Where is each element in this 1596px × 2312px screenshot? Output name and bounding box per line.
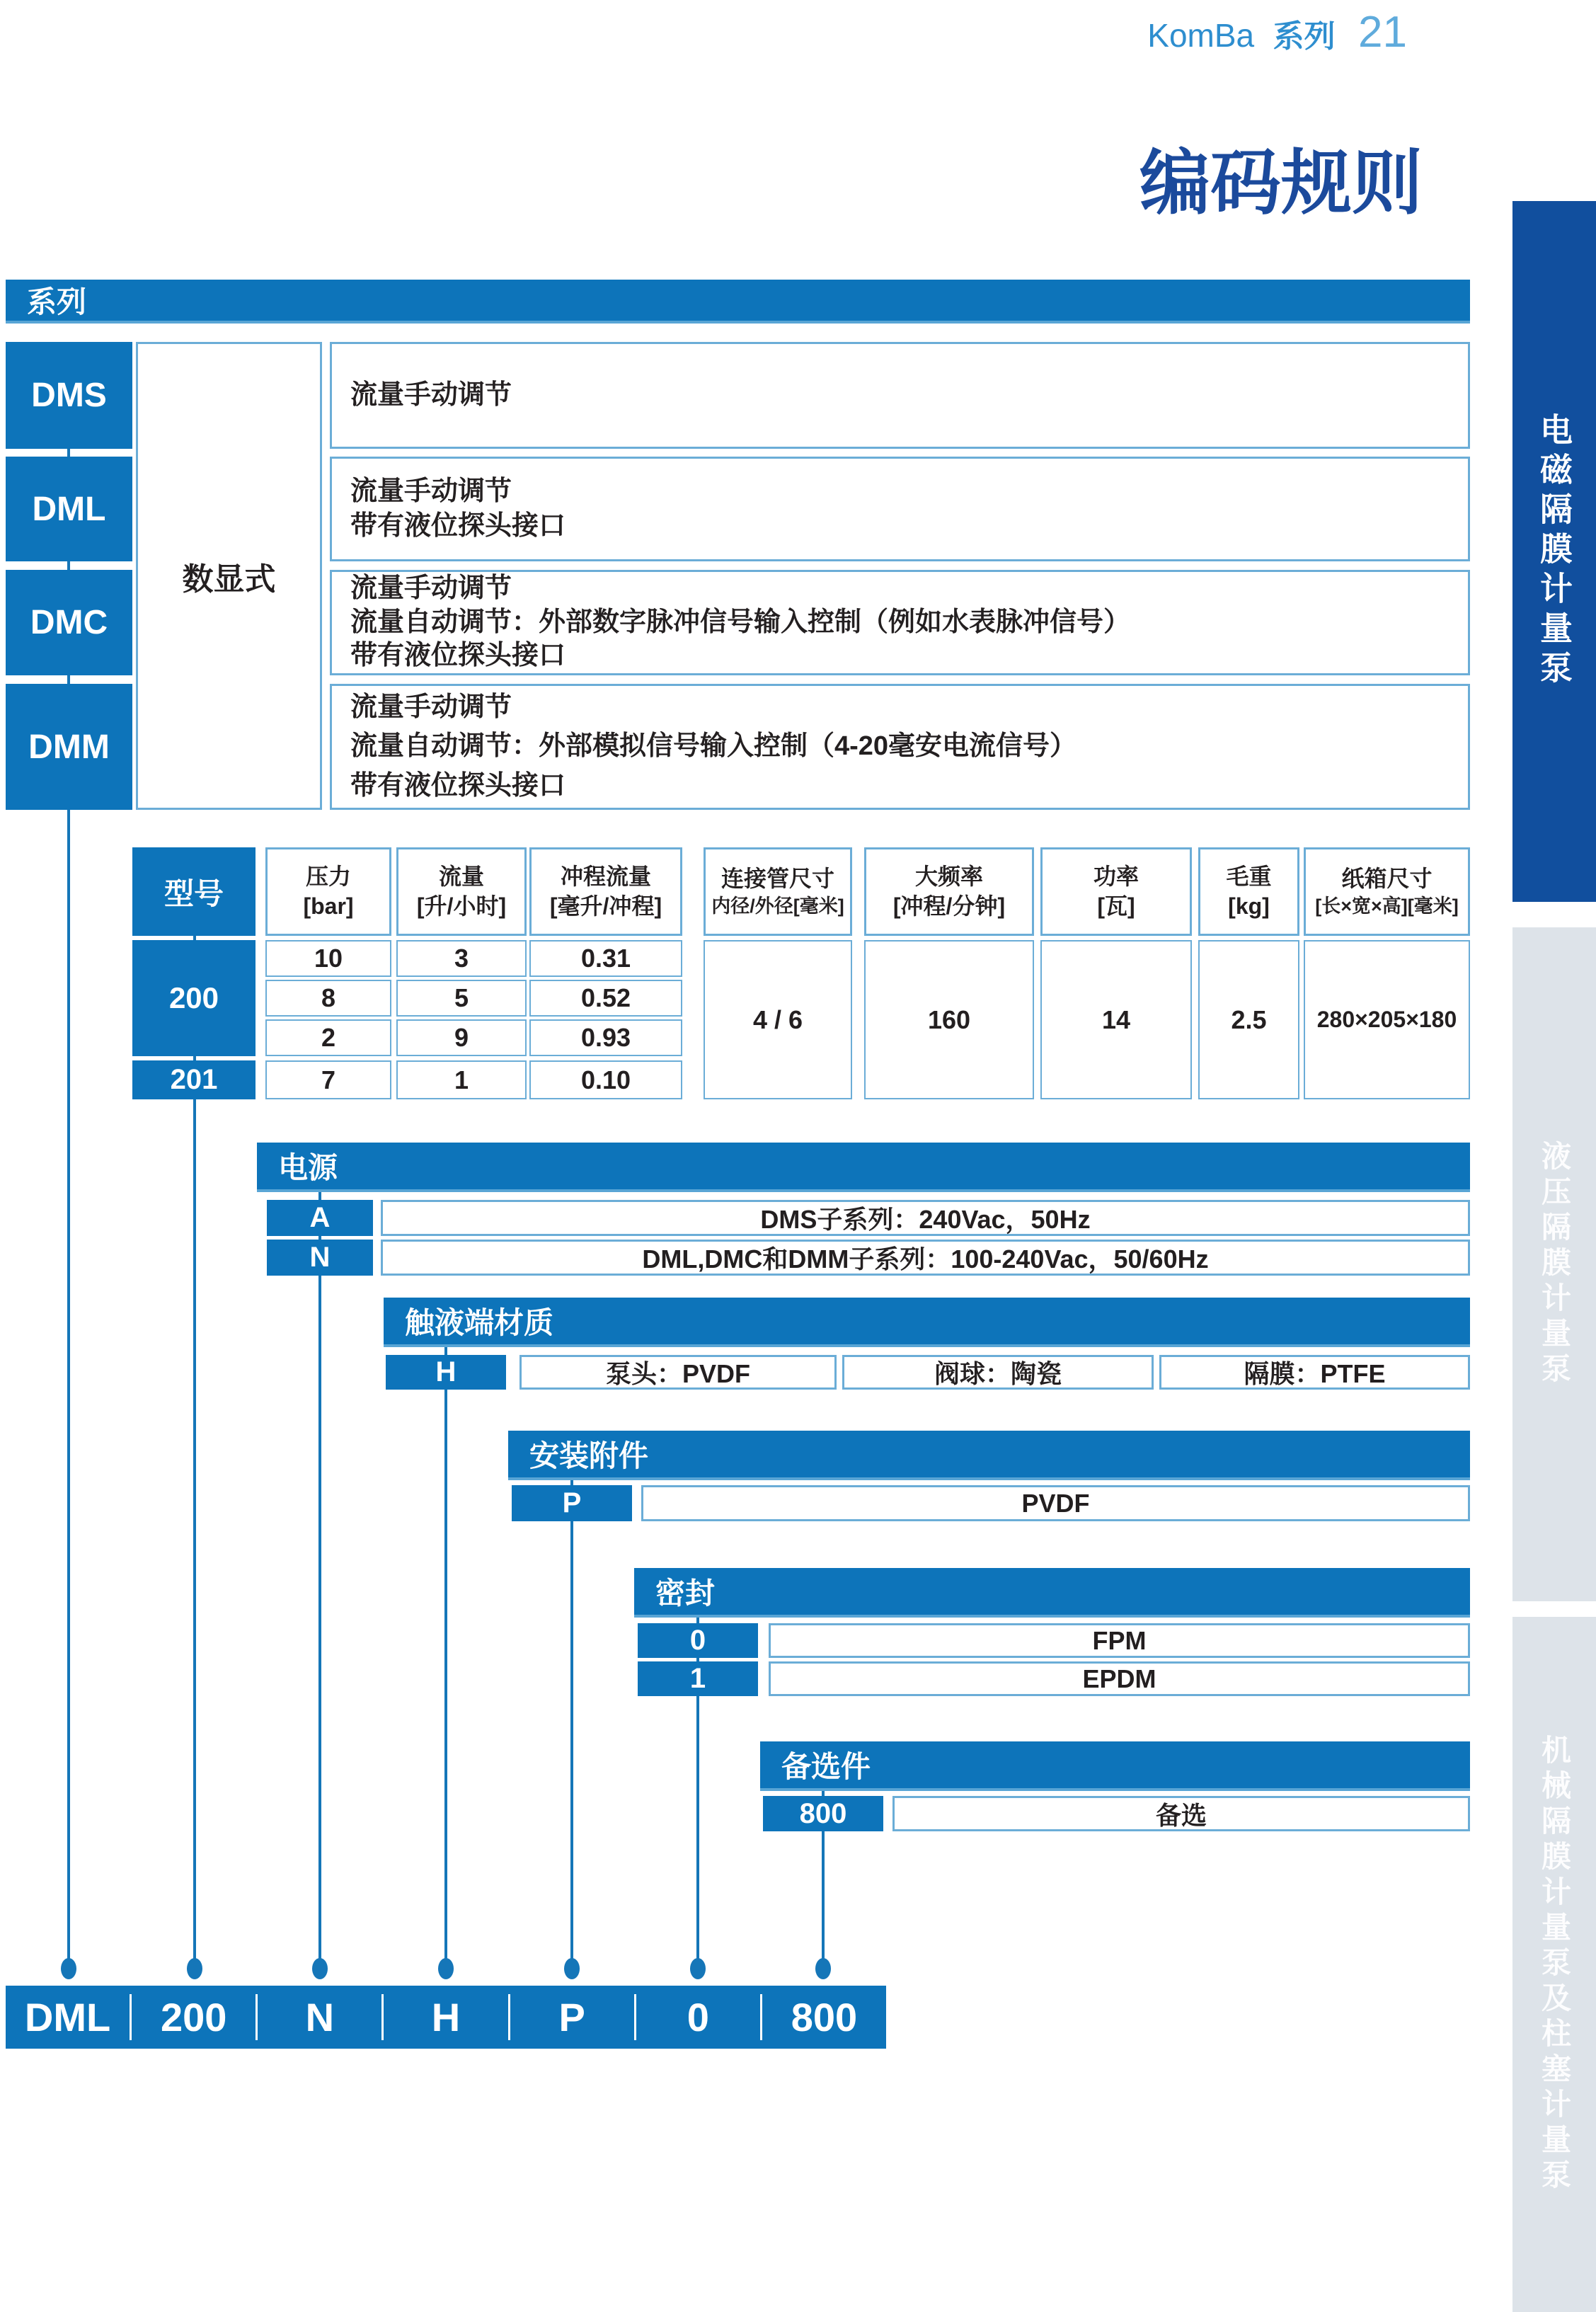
model-200-cell[interactable] bbox=[132, 940, 256, 1056]
col-header-line1: 毛重 bbox=[1226, 863, 1272, 889]
table-cell-flow bbox=[396, 1060, 527, 1099]
col-header-flow bbox=[396, 847, 527, 936]
col-header-line2: [长×宽×高][毫米] bbox=[1315, 895, 1459, 917]
cell-value: 1 bbox=[454, 1065, 469, 1094]
col-header-line2: [bar] bbox=[303, 893, 354, 919]
series-code-dmc-label: DMC bbox=[30, 604, 108, 641]
cell-value: 2 bbox=[321, 1023, 336, 1052]
desc-line: 流量手动调节 bbox=[350, 692, 512, 723]
page-title: 编码规则 bbox=[1139, 144, 1423, 223]
series-code-dms[interactable] bbox=[6, 342, 132, 449]
desc-line: 带有液位探头接口 bbox=[350, 641, 566, 671]
code-segment-optional bbox=[762, 1986, 886, 2049]
code-segment-series bbox=[6, 1986, 130, 2049]
wetted-value-ball bbox=[842, 1355, 1154, 1390]
desc-line: 带有液位探头接口 bbox=[350, 511, 566, 541]
seal-header-label: 密封 bbox=[655, 1576, 716, 1610]
seal-code-0-label: 0 bbox=[689, 1625, 706, 1656]
mounting-value-text: PVDF bbox=[1021, 1488, 1090, 1518]
cell-value: 7 bbox=[321, 1065, 336, 1094]
table-cell-flow bbox=[396, 1019, 527, 1056]
seal-code-1[interactable] bbox=[638, 1661, 758, 1696]
optional-code-800-label: 800 bbox=[799, 1797, 847, 1829]
wetted-value-diaphragm bbox=[1159, 1355, 1470, 1390]
connector-power bbox=[318, 1189, 321, 1969]
power-code-a-label: A bbox=[309, 1202, 331, 1233]
table-cell-pressure bbox=[265, 1060, 391, 1099]
cell-value: 3 bbox=[454, 944, 469, 973]
code-segment-label: H bbox=[431, 1995, 461, 2039]
col-header-stroke bbox=[529, 847, 682, 936]
order-code-bar bbox=[6, 1986, 886, 2049]
col-header-carton bbox=[1304, 847, 1470, 936]
series-desc-dml bbox=[330, 457, 1470, 561]
series-code-dmc[interactable] bbox=[6, 570, 132, 675]
cell-value: 10 bbox=[314, 944, 343, 973]
mounting-code-p[interactable] bbox=[512, 1485, 632, 1521]
wetted-value-head-text: 泵头：PVDF bbox=[605, 1359, 750, 1388]
table-cell-stroke bbox=[529, 1019, 682, 1056]
seal-header-bar bbox=[634, 1568, 1470, 1618]
sidebar-tab-hydraulic-label: 液压隔膜计量泵 bbox=[1538, 1140, 1571, 1388]
sidebar-tab-active[interactable] bbox=[1512, 201, 1596, 902]
series-code-dmm-label: DMM bbox=[28, 728, 110, 766]
model-header-cell bbox=[132, 847, 256, 936]
connector-mounting bbox=[570, 1477, 573, 1969]
code-segment-label: N bbox=[305, 1995, 335, 2039]
col-header-weight bbox=[1198, 847, 1299, 936]
power-value-a bbox=[381, 1200, 1470, 1236]
seal-code-0[interactable] bbox=[638, 1623, 758, 1658]
cell-value: 9 bbox=[454, 1023, 469, 1052]
col-header-line2: [冲程/分钟] bbox=[892, 893, 1006, 919]
wetted-value-head bbox=[519, 1355, 837, 1390]
power-code-a[interactable] bbox=[267, 1200, 373, 1236]
brand-name: KomBa bbox=[1147, 17, 1255, 54]
wetted-code-h[interactable] bbox=[386, 1355, 506, 1390]
desc-line: 带有液位探头接口 bbox=[350, 770, 566, 801]
cell-value: 0.31 bbox=[580, 944, 631, 973]
desc-line: 流量手动调节 bbox=[350, 573, 512, 604]
seal-value-fpm-text: FPM bbox=[1092, 1625, 1147, 1655]
col-header-line1: 纸箱尺寸 bbox=[1341, 866, 1433, 892]
series-desc-dmc bbox=[330, 570, 1470, 675]
code-segment-label: DML bbox=[24, 1995, 111, 2039]
sidebar-tab-mechanical-label: 机械隔膜计量泵及柱塞计量泵 bbox=[1538, 1734, 1571, 2194]
cell-value: 0.93 bbox=[580, 1023, 631, 1052]
table-cell-flow bbox=[396, 940, 527, 977]
code-segment-label: 200 bbox=[160, 1995, 227, 2039]
page-header bbox=[0, 7, 1407, 57]
power-code-n[interactable] bbox=[267, 1240, 373, 1276]
series-code-dmm[interactable] bbox=[6, 684, 132, 810]
display-type-label: 数显式 bbox=[182, 561, 276, 597]
optional-value-text: 备选 bbox=[1155, 1800, 1207, 1830]
connector-dot bbox=[690, 1958, 706, 1979]
cell-value: 8 bbox=[321, 983, 336, 1012]
col-header-line2: [升/小时] bbox=[416, 893, 507, 919]
connector-wetted bbox=[444, 1344, 447, 1969]
col-header-line2: [kg] bbox=[1228, 893, 1270, 919]
power-value-n-text: DML,DMC和DMM子系列：100-240Vac，50/60Hz bbox=[642, 1244, 1209, 1274]
wetted-value-ball-text: 阀球：陶瓷 bbox=[934, 1359, 1062, 1388]
col-header-line1: 流量 bbox=[438, 863, 484, 889]
model-header-label: 型号 bbox=[163, 876, 224, 910]
code-segment-wetted bbox=[384, 1986, 507, 2049]
table-cell-pressure bbox=[265, 1019, 391, 1056]
code-segment-mounting bbox=[510, 1986, 634, 2049]
power-code-n-label: N bbox=[309, 1242, 331, 1273]
sidebar-tab-hydraulic[interactable] bbox=[1512, 927, 1596, 1601]
cell-value: 2.5 bbox=[1231, 1005, 1267, 1034]
connector-dot bbox=[187, 1958, 202, 1979]
col-header-pipe bbox=[704, 847, 852, 936]
series-code-dms-label: DMS bbox=[31, 377, 107, 414]
optional-header-bar bbox=[760, 1741, 1470, 1791]
connector-dot bbox=[815, 1958, 831, 1979]
code-segment-label: 800 bbox=[791, 1995, 858, 2039]
display-type-box bbox=[136, 342, 322, 810]
series-desc-dmm bbox=[330, 684, 1470, 810]
series-desc-dms bbox=[330, 342, 1470, 449]
col-header-line2: [毫升/冲程] bbox=[549, 893, 662, 919]
power-header-bar bbox=[257, 1143, 1470, 1192]
wetted-value-diaphragm-text: 隔膜：PTFE bbox=[1244, 1359, 1386, 1388]
table-cell-pressure bbox=[265, 980, 391, 1017]
table-cell-pressure bbox=[265, 940, 391, 977]
table-cell-stroke bbox=[529, 940, 682, 977]
code-segment-model bbox=[132, 1986, 256, 2049]
seal-value-epdm bbox=[769, 1661, 1470, 1696]
optional-header-label: 备选件 bbox=[781, 1750, 871, 1783]
model-201-cell[interactable] bbox=[132, 1060, 256, 1099]
cell-value: 0.10 bbox=[580, 1065, 631, 1094]
wetted-header-label: 触液端材质 bbox=[405, 1306, 554, 1339]
cell-value: 0.52 bbox=[580, 983, 631, 1012]
cell-value: 4 / 6 bbox=[752, 1005, 803, 1034]
col-header-power bbox=[1040, 847, 1192, 936]
desc-line: 流量手动调节 bbox=[350, 379, 512, 410]
col-header-line1: 压力 bbox=[305, 863, 351, 889]
series-code-dml-label: DML bbox=[32, 490, 106, 528]
page-number: 21 bbox=[1358, 8, 1407, 57]
mounting-code-p-label: P bbox=[562, 1487, 582, 1518]
mounting-value bbox=[641, 1485, 1470, 1521]
optional-code-800[interactable] bbox=[763, 1796, 883, 1831]
col-header-line1: 连接管尺寸 bbox=[721, 866, 834, 892]
power-value-a-text: DMS子系列：240Vac，50Hz bbox=[760, 1205, 1091, 1234]
seal-value-fpm bbox=[769, 1623, 1470, 1658]
model-200-label: 200 bbox=[168, 981, 219, 1014]
col-header-line2: [瓦] bbox=[1097, 893, 1135, 919]
code-segment-seal bbox=[636, 1986, 760, 2049]
cell-value: 5 bbox=[454, 983, 469, 1012]
table-cell-frequency-shared bbox=[864, 940, 1034, 1099]
col-header-pressure bbox=[265, 847, 391, 936]
col-header-line1: 大频率 bbox=[914, 863, 983, 889]
connector-dot bbox=[438, 1958, 454, 1979]
table-cell-weight-shared bbox=[1198, 940, 1299, 1099]
table-cell-flow bbox=[396, 980, 527, 1017]
connector-dot bbox=[61, 1958, 76, 1979]
cell-value: 14 bbox=[1101, 1005, 1131, 1034]
table-cell-pipe-shared bbox=[704, 940, 852, 1099]
desc-line: 流量手动调节 bbox=[350, 476, 512, 506]
col-header-line2: 内径/外径[毫米] bbox=[711, 895, 844, 917]
connector-dot bbox=[564, 1958, 580, 1979]
sidebar-tab-active-label: 电磁隔膜计量泵 bbox=[1536, 413, 1573, 690]
col-header-line1: 功率 bbox=[1093, 863, 1139, 889]
code-segment-label: P bbox=[558, 1995, 585, 2039]
brand-series-label: 系列 bbox=[1273, 19, 1336, 54]
desc-line: 流量自动调节：外部数字脉冲信号输入控制（例如水表脉冲信号） bbox=[350, 607, 1131, 637]
series-header-bar bbox=[6, 280, 1470, 324]
mounting-header-label: 安装附件 bbox=[529, 1439, 649, 1472]
desc-line: 流量自动调节：外部模拟信号输入控制（4-20毫安电流信号） bbox=[350, 731, 1077, 762]
cell-value: 160 bbox=[927, 1005, 971, 1034]
power-value-n bbox=[381, 1240, 1470, 1276]
table-cell-power-shared bbox=[1040, 940, 1192, 1099]
power-header-label: 电源 bbox=[278, 1151, 338, 1184]
col-header-line1: 冲程流量 bbox=[560, 863, 651, 889]
seal-code-1-label: 1 bbox=[689, 1663, 706, 1694]
series-code-dml[interactable] bbox=[6, 457, 132, 561]
wetted-code-h-label: H bbox=[435, 1356, 457, 1387]
table-cell-stroke bbox=[529, 1060, 682, 1099]
optional-value bbox=[892, 1796, 1470, 1831]
seal-value-epdm-text: EPDM bbox=[1082, 1664, 1156, 1693]
table-cell-stroke bbox=[529, 980, 682, 1017]
model-201-label: 201 bbox=[170, 1064, 218, 1095]
cell-value: 280×205×180 bbox=[1316, 1007, 1457, 1032]
code-segment-label: 0 bbox=[687, 1995, 709, 2039]
series-header-label: 系列 bbox=[27, 285, 87, 319]
wetted-header-bar bbox=[384, 1298, 1470, 1347]
mounting-header-bar bbox=[508, 1431, 1470, 1480]
sidebar-tab-mechanical[interactable] bbox=[1512, 1617, 1596, 2312]
code-segment-power bbox=[258, 1986, 381, 2049]
connector-dot bbox=[312, 1958, 328, 1979]
table-cell-carton-shared bbox=[1304, 940, 1470, 1099]
col-header-frequency bbox=[864, 847, 1034, 936]
